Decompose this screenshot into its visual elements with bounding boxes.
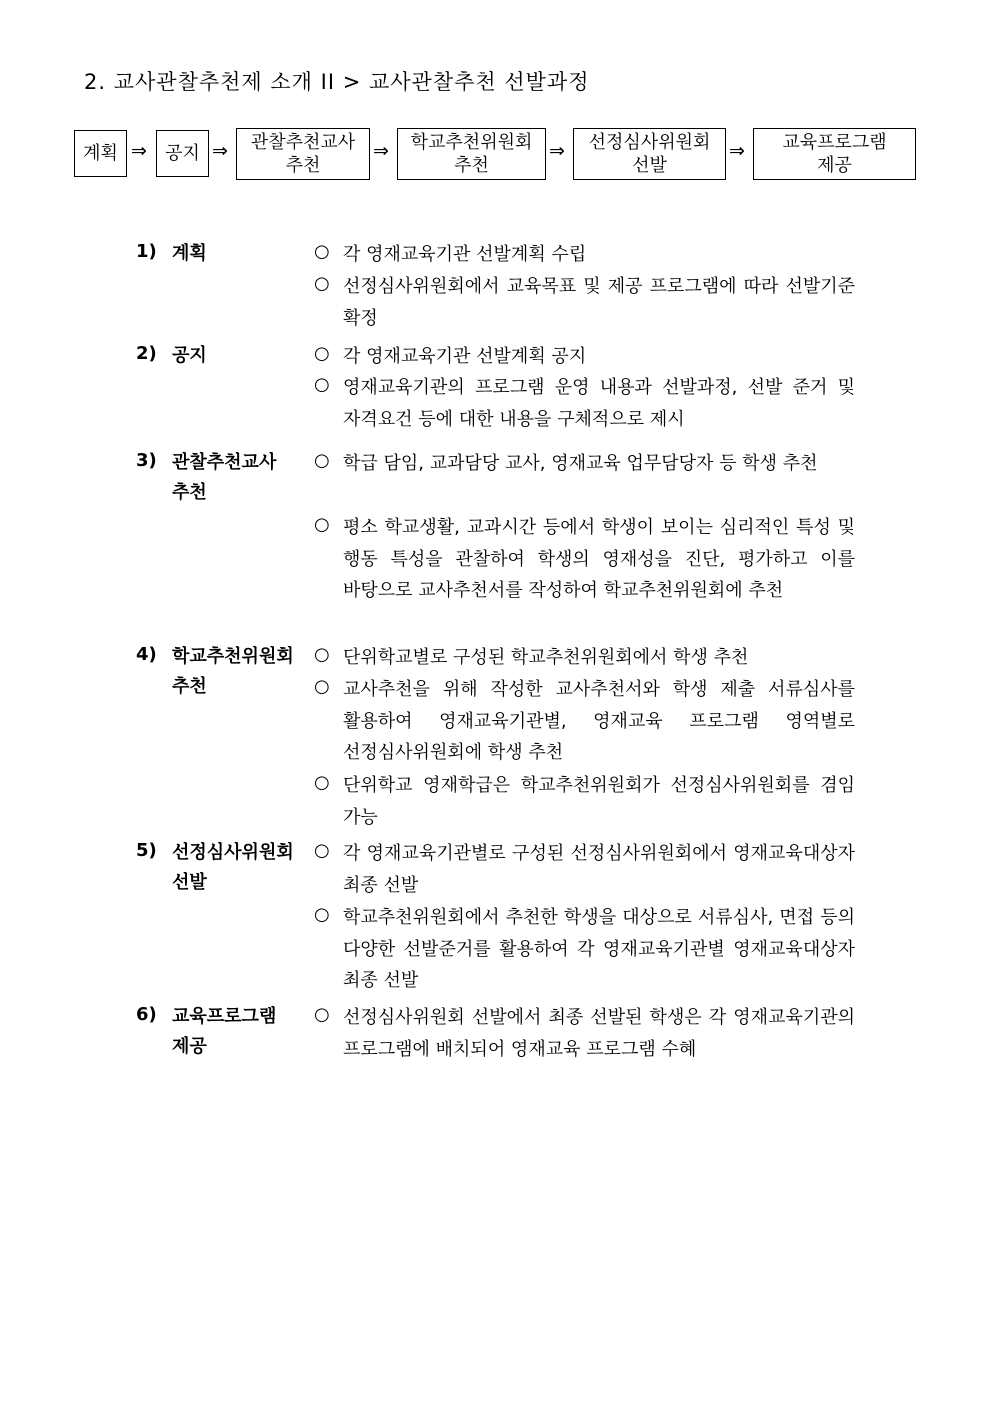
section-label: 교육프로그램 제공 (172, 1006, 277, 1057)
bullet-icon: ○ (314, 343, 330, 364)
flow-step-label: 관찰추천교사 (250, 132, 356, 153)
bullet-icon: ○ (314, 676, 330, 697)
bullet-icon: ○ (314, 840, 330, 861)
section-item: 학교추천위원회에서 추천한 학생을 대상으로 서류심사, 면접 등의 다양한 선발준거를 활용하여 각 영재교육기관별 영재교육대상자 최종 선발 (343, 907, 855, 991)
section-item: 선정심사위원회 선발에서 최종 선발된 학생은 각 영재교육기관의 프로그램에 배치되어 영재교육 프로그램 수혜 (343, 1007, 855, 1060)
section-item: 평소 학교생활, 교과시간 등에서 학생이 보이는 심리적인 특성 및 행동 특성을 관찰하여 학생의 영재성을 진단, 평가하고 이를 바탕으로 교사추천서를 작성하여 학교추천위원회에 추천 (343, 517, 855, 601)
flow-arrow: ⇒ (212, 140, 228, 162)
section-label: 학교추천위원회 추천 (172, 646, 294, 697)
flow-step-label: 선정심사위원회 (588, 132, 711, 153)
page-title: 2. 교사관찰추천제 소개 II > 교사관찰추천 선발과정 (84, 70, 590, 94)
bullet-icon: ○ (314, 241, 330, 262)
section-item: 각 영재교육기관 선발계획 공지 (343, 346, 587, 367)
flow-arrow: ⇒ (729, 140, 745, 162)
section-number: 2) (136, 343, 157, 364)
bullet-icon: ○ (314, 450, 330, 471)
section-label: 선정심사위원회 선발 (172, 842, 294, 893)
flow-step-label: 학교추천위원회 (410, 132, 533, 153)
section-number: 5) (136, 840, 157, 861)
flow-step-label: 추천 (285, 155, 321, 176)
section-number: 3) (136, 450, 157, 471)
section-item: 학급 담임, 교과담당 교사, 영재교육 업무담당자 등 학생 추천 (343, 453, 818, 474)
flow-step-label: 제공 (817, 155, 852, 176)
flow-step-label: 공지 (165, 143, 200, 164)
flow-step-plan (74, 130, 127, 177)
section-item: 단위학교 영재학급은 학교추천위원회가 선정심사위원회를 겸임 가능 (343, 775, 855, 828)
flow-step-label: 추천 (454, 155, 489, 176)
flow-arrow: ⇒ (131, 140, 147, 162)
bullet-icon: ○ (314, 273, 330, 294)
bullet-icon: ○ (314, 772, 330, 793)
flow-step-notice (156, 130, 209, 177)
section-item: 교사추천을 위해 작성한 교사추천서와 학생 제출 서류심사를 활용하여 영재교육기관별, 영재교육 프로그램 영역별로 선정심사위원회에 학생 추천 (343, 679, 855, 763)
bullet-icon: ○ (314, 1004, 330, 1025)
section-label: 공지 (172, 345, 207, 366)
bullet-icon: ○ (314, 904, 330, 925)
flow-step-selection-committee (573, 128, 726, 180)
flow-step-teacher-recommend (236, 128, 370, 180)
section-item: 각 영재교육기관 선발계획 수립 (343, 244, 587, 265)
section-item: 단위학교별로 구성된 학교추천위원회에서 학생 추천 (343, 647, 749, 668)
section-item: 선정심사위원회에서 교육목표 및 제공 프로그램에 따라 선발기준 확정 (343, 276, 855, 329)
bullet-icon: ○ (314, 374, 330, 395)
bullet-icon: ○ (314, 514, 330, 535)
flow-step-label: 계획 (83, 143, 118, 164)
section-item: 각 영재교육기관별로 구성된 선정심사위원회에서 영재교육대상자 최종 선발 (343, 843, 855, 896)
flow-step-school-committee (397, 128, 546, 180)
section-number: 1) (136, 241, 157, 262)
flow-arrow: ⇒ (373, 140, 389, 162)
bullet-icon: ○ (314, 644, 330, 665)
section-label: 계획 (172, 243, 207, 264)
section-label: 관찰추천교사 추천 (172, 452, 277, 503)
section-number: 6) (136, 1004, 157, 1025)
flow-step-label: 교육프로그램 (782, 132, 887, 153)
flow-arrow: ⇒ (549, 140, 565, 162)
flow-step-education-program (753, 128, 916, 180)
section-item: 영재교육기관의 프로그램 운영 내용과 선발과정, 선발 준거 및 자격요건 등에 대한 내용을 구체적으로 제시 (343, 377, 855, 430)
flow-step-label: 선발 (632, 155, 667, 176)
section-number: 4) (136, 644, 157, 665)
